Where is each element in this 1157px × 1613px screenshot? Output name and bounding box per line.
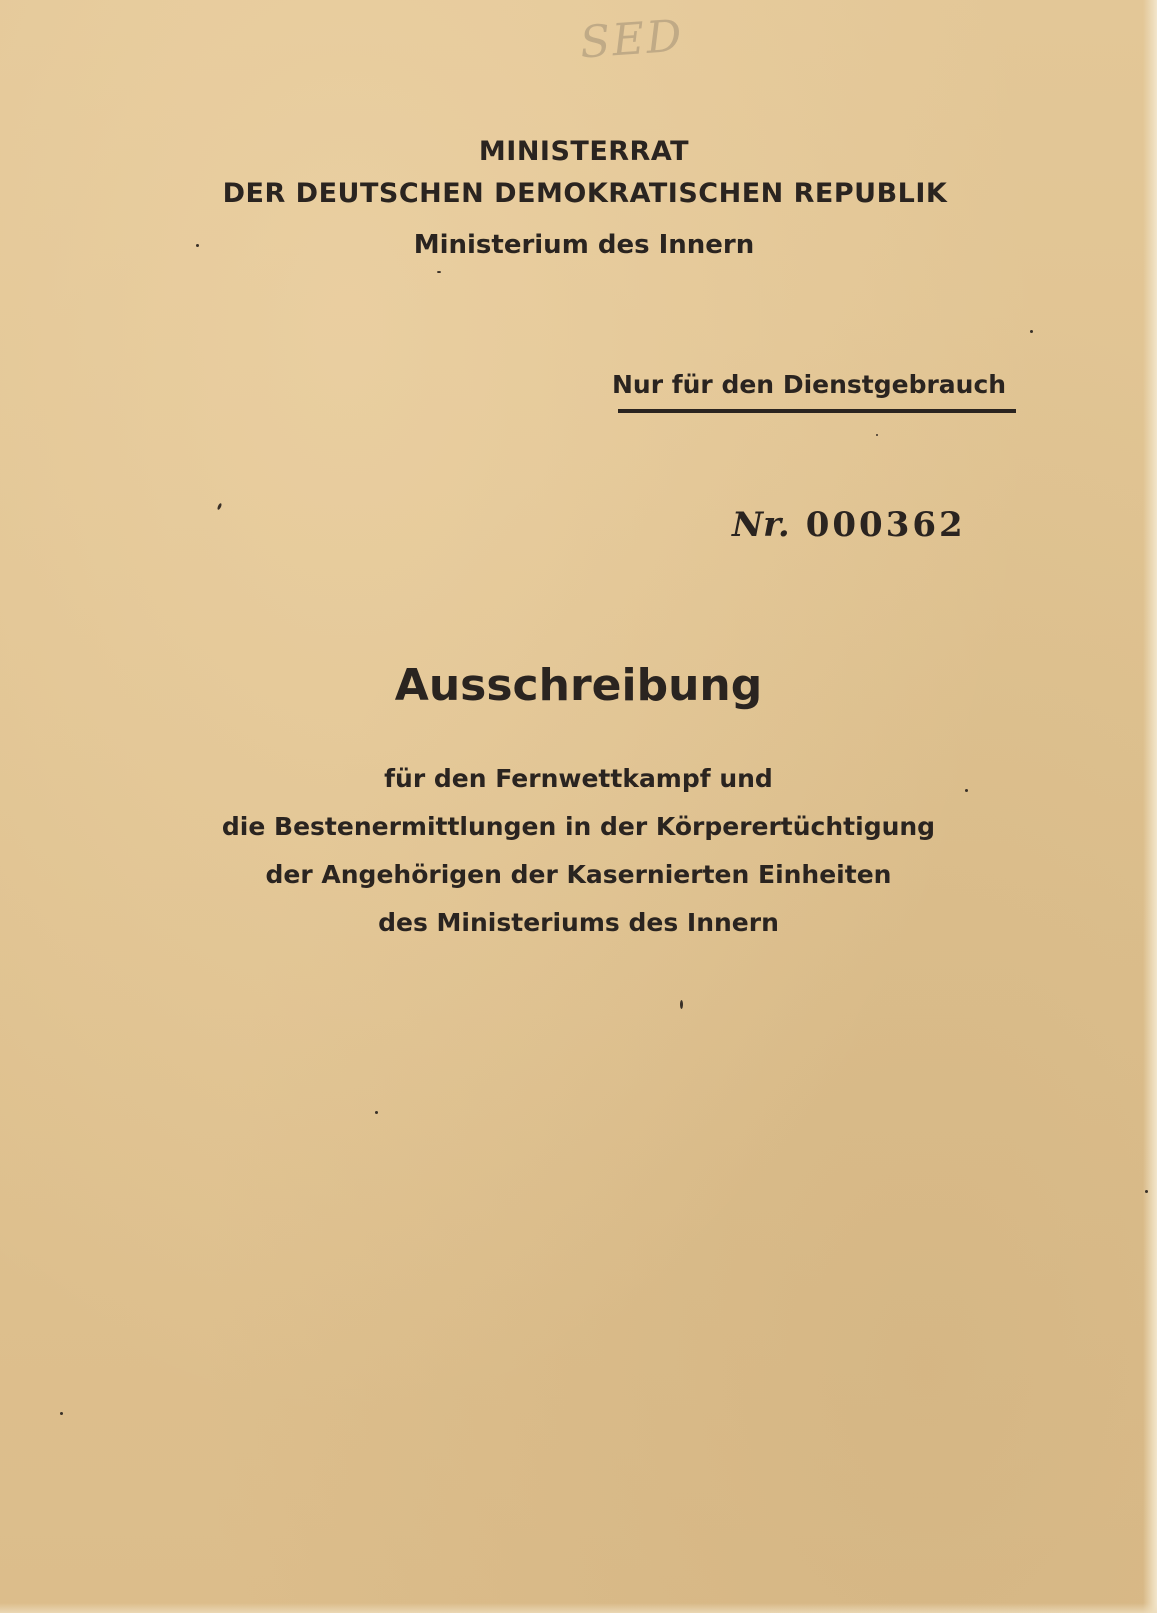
paper-speck: [437, 271, 441, 273]
serial-value: 000362: [805, 505, 966, 545]
classification-underline: [618, 409, 1016, 413]
document-title: Ausschreibung: [394, 660, 763, 711]
paper-speck: [965, 789, 968, 792]
subtitle-line: die Bestenermittlungen in der Körperertüchtigung: [221, 812, 936, 841]
paper-speck: [375, 1111, 378, 1114]
document-subtitle: [140, 755, 1017, 947]
classification-marking: Nur für den Dienstgebrauch: [612, 370, 1007, 399]
paper-speck: [1030, 330, 1033, 333]
subtitle-line: des Ministeriums des Innern: [378, 908, 779, 937]
paper-speck: [217, 503, 223, 511]
subtitle-line: der Angehörigen der Kasernierten Einheiten: [265, 860, 892, 889]
header-ministry: Ministerium des Innern: [413, 230, 755, 260]
paper-speck: [196, 244, 199, 247]
serial-prefix: Nr.: [732, 505, 790, 545]
paper-speck: [876, 434, 878, 436]
paper-speck: [1145, 1190, 1148, 1193]
subtitle-line: für den Fernwettkampf und: [384, 764, 773, 793]
header-ministerrat: MINISTERRAT: [478, 136, 690, 167]
paper-speck: [680, 1000, 683, 1009]
paper-speck: [60, 1412, 63, 1415]
handwritten-note: SED: [578, 10, 686, 69]
header-state-name: DER DEUTSCHEN DEMOKRATISCHEN REPUBLIK: [222, 178, 948, 209]
serial-number: [732, 505, 966, 545]
